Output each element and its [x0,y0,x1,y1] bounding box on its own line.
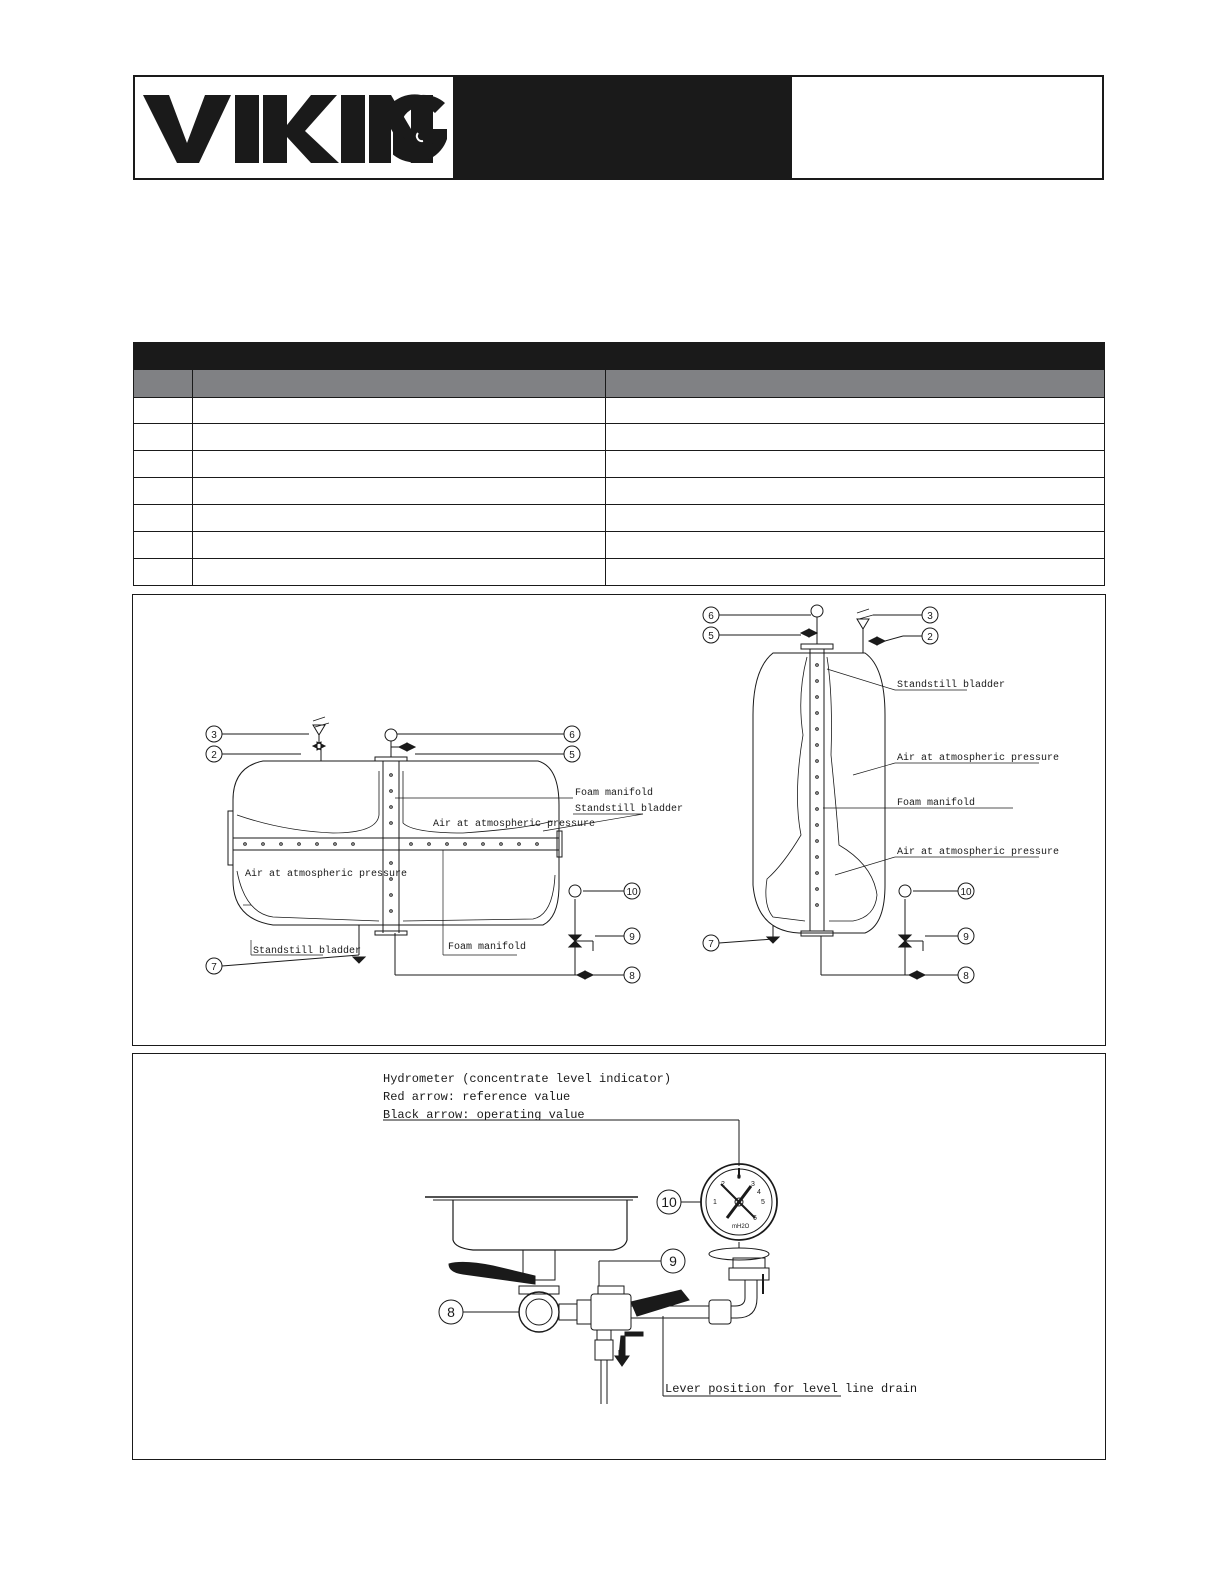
callout-10: 10 [661,1194,677,1210]
hydrometer-detail-svg [133,1054,1104,1458]
callout-h-2: 2 [211,750,217,761]
callout-h-5: 5 [569,750,575,761]
callout-8: 8 [447,1304,455,1320]
label-v-air-upper: Air at atmospheric pressure [897,753,1060,764]
callout-v-5: 5 [708,631,714,642]
table-row [133,451,1105,478]
table-row [133,559,1105,586]
label-h-foam-manifold: Foam manifold [575,788,654,799]
label-h-standstill-bladder-bottom: Standstill bladder [253,946,362,957]
logo-cell [135,77,453,178]
label-h-foam-manifold-bottom: Foam manifold [448,942,527,953]
gauge-tick-5: 5 [761,1199,765,1206]
horizontal-tank [206,717,643,983]
ball-valve-8 [519,1292,559,1332]
label-v-standstill-bladder: Standstill bladder [897,680,1006,691]
callout-v-9: 9 [963,932,969,943]
table-row [133,532,1105,559]
label-h-air-upper: Air at atmospheric pressure [433,819,596,830]
vertical-manifold-holes [816,664,819,907]
table-title-bar [133,342,1105,370]
header-cell-notes [606,370,1104,397]
drain-arrow-icon [615,1332,643,1366]
callout-v-2: 2 [927,632,933,643]
callout-9: 9 [669,1253,677,1269]
header-info-panel [790,77,1104,178]
g-drop-logo-mark [393,91,449,167]
label-v-foam-manifold: Foam manifold [897,798,976,809]
table-header-row [133,370,1105,397]
label-h-standstill-bladder: Standstill bladder [575,804,684,815]
callout-v-3: 3 [927,611,933,622]
hydrometer-line-3: Black arrow: operating value [383,1108,585,1122]
gauge-tick-0: 0 [737,1174,741,1181]
callout-h-7: 7 [211,962,217,973]
gauge-unit: mH2O [732,1224,750,1230]
callout-v-7: 7 [708,939,714,950]
hydrometer-line-2: Red arrow: reference value [383,1090,571,1104]
valve-8-handle [449,1262,535,1284]
gauge-tick-1: 1 [713,1199,717,1206]
table-row [133,397,1105,424]
parts-table [133,342,1105,586]
header-cell-item [134,370,193,397]
left-flange [228,811,233,865]
label-h-air-left: Air at atmospheric pressure [245,869,408,880]
table-row [133,424,1105,451]
hydrometer-detail-figure [132,1053,1106,1460]
callout-h-9: 9 [629,932,635,943]
document-header [133,75,1104,180]
callout-v-6: 6 [708,611,714,622]
vertical-tank [703,605,1039,983]
label-v-air-lower: Air at atmospheric pressure [897,847,1060,858]
gauge-tick-2: 2 [721,1181,725,1188]
gauge-tick-3: 3 [751,1181,755,1188]
table-row [133,505,1105,532]
lever-position-label: Lever position for level line drain [665,1382,918,1396]
gauge-tick-6: 6 [753,1215,757,1222]
valve-9-lever [631,1290,689,1316]
tank-diagram-figure [132,594,1106,1046]
manifold-holes [244,774,539,913]
hydrometer-line-1: Hydrometer (concentrate level indicator) [383,1072,672,1086]
header-black-panel [453,77,790,178]
table-row [133,478,1105,505]
callout-v-8: 8 [963,971,969,982]
gauge-tick-4: 4 [757,1189,761,1196]
vertical-tank-shell [753,653,885,933]
callout-h-10: 10 [626,887,638,898]
header-cell-description [193,370,606,397]
callout-h-3: 3 [211,730,217,741]
callout-v-10: 10 [960,887,972,898]
callout-h-8: 8 [629,971,635,982]
tank-diagrams-svg [133,595,1104,1044]
callout-h-6: 6 [569,730,575,741]
